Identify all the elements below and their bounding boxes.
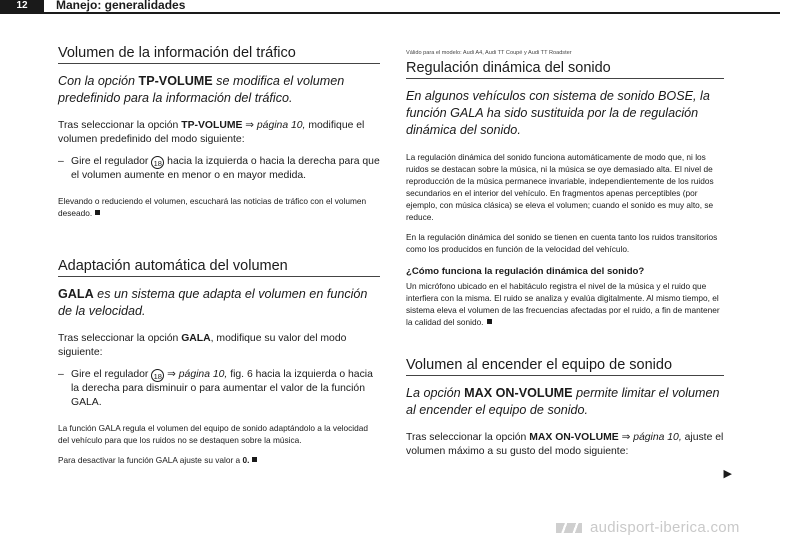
page-header — [0, 0, 800, 16]
section-intro: La opción MAX ON-VOLUME permite limitar el volumen al encender el equipo de sonido. — [406, 386, 720, 417]
question-heading: ¿Cómo funciona la regulación dinámica del sonido? — [406, 266, 645, 277]
page-number: 12 — [0, 0, 44, 12]
page-reference: página 10, — [178, 369, 228, 380]
chapter-title: Manejo: generalidades — [56, 0, 186, 12]
left-column — [58, 44, 380, 466]
paragraph: Tras seleccionar la opción MAX ON-VOLUME ⇒ página 10, ajuste el volumen máximo a su gusto del modo siguiente: — [406, 432, 724, 457]
end-of-section-mark — [95, 210, 100, 215]
section-intro: En algunos vehículos con sistema de sonido BOSE, la función GALA ha sido sustituida por la de regulación dinámica del sonido. — [406, 89, 710, 137]
continue-arrow-icon: ▶ — [723, 468, 732, 480]
watermark-logo-icon — [556, 523, 582, 533]
page-reference: página 10, — [633, 432, 682, 443]
paragraph: Un micrófono ubicado en el habitáculo registra el nivel de la música y el ruido que interfiera con la misma. El ruido se analiza y evalúa digitalmente. Al mismo tiempo, el sistema eleva el volumen de las frecuencias afectadas por el ruido, a fin de mantener la calidad del sonido. — [406, 281, 720, 327]
instruction-step: – Gire el regulador 18 ⇒ página 10, fig. 6 hacia la izquierda o hacia la derecha para disminuir o para aumentar el valor de la función GALA. — [58, 369, 373, 408]
validity-note: Válido para el modelo: Audi A4, Audi TT Coupé y Audi TT Roadster — [406, 50, 572, 56]
right-column — [406, 50, 724, 459]
section-intro: Con la opción TP-VOLUME se modifica el volumen predefinido para la información del tráfico. — [58, 74, 345, 105]
paragraph: En la regulación dinámica del sonido se tienen en cuenta tanto los ruidos transitorios como los producidos en función de la velocidad del vehículo. — [406, 232, 718, 254]
end-of-section-mark — [487, 319, 492, 324]
paragraph: Tras seleccionar la opción GALA, modifique su valor del modo siguiente: — [58, 333, 347, 358]
section-heading-startup-volume: Volumen al encender el equipo de sonido — [406, 356, 724, 376]
header-rule — [0, 12, 780, 14]
control-number-badge: 18 — [151, 156, 164, 169]
note: Para desactivar la función GALA ajuste su valor a 0. — [58, 454, 380, 466]
section-intro: GALA es un sistema que adapta el volumen en función de la velocidad. — [58, 287, 368, 318]
section-heading-dynamic-sound: Regulación dinámica del sonido — [406, 59, 724, 79]
page-reference: página 10, — [256, 120, 306, 131]
end-of-section-mark — [252, 457, 257, 462]
paragraph: La regulación dinámica del sonido funciona automáticamente de modo que, ni los ruidos se destacan sobre la música, ni la música se oye demasiado alta. El nivel de reproducción de la música permanece invariable, independientemente de los ruidos secundarios en el interior del vehículo. En fragmentos apenas perceptibles (por ejemplo, con música clásica) se eleva el volumen; cuando el sonido es muy alto, se reduce. — [406, 152, 714, 222]
control-number-badge: 18 — [151, 369, 164, 382]
instruction-step: – Gire el regulador 18 hacia la izquierda o hacia la derecha para que el volumen aumente en menor o en mayor medida. — [58, 156, 380, 181]
note: La función GALA regula el volumen del equipo de sonido adaptándolo a la velocidad del vehículo para que los ruidos no se destaquen sobre la música. — [58, 423, 368, 445]
note: Elevando o reduciendo el volumen, escuchará las noticias de tráfico con el volumen deseado. — [58, 196, 367, 218]
paragraph: Tras seleccionar la opción TP-VOLUME ⇒ página 10, modifique el volumen predefinido del modo siguiente: — [58, 120, 365, 145]
section-heading-traffic-volume: Volumen de la información del tráfico — [58, 44, 380, 64]
watermark: audisport-iberica.com — [556, 519, 740, 536]
section-heading-auto-volume: Adaptación automática del volumen — [58, 257, 380, 277]
